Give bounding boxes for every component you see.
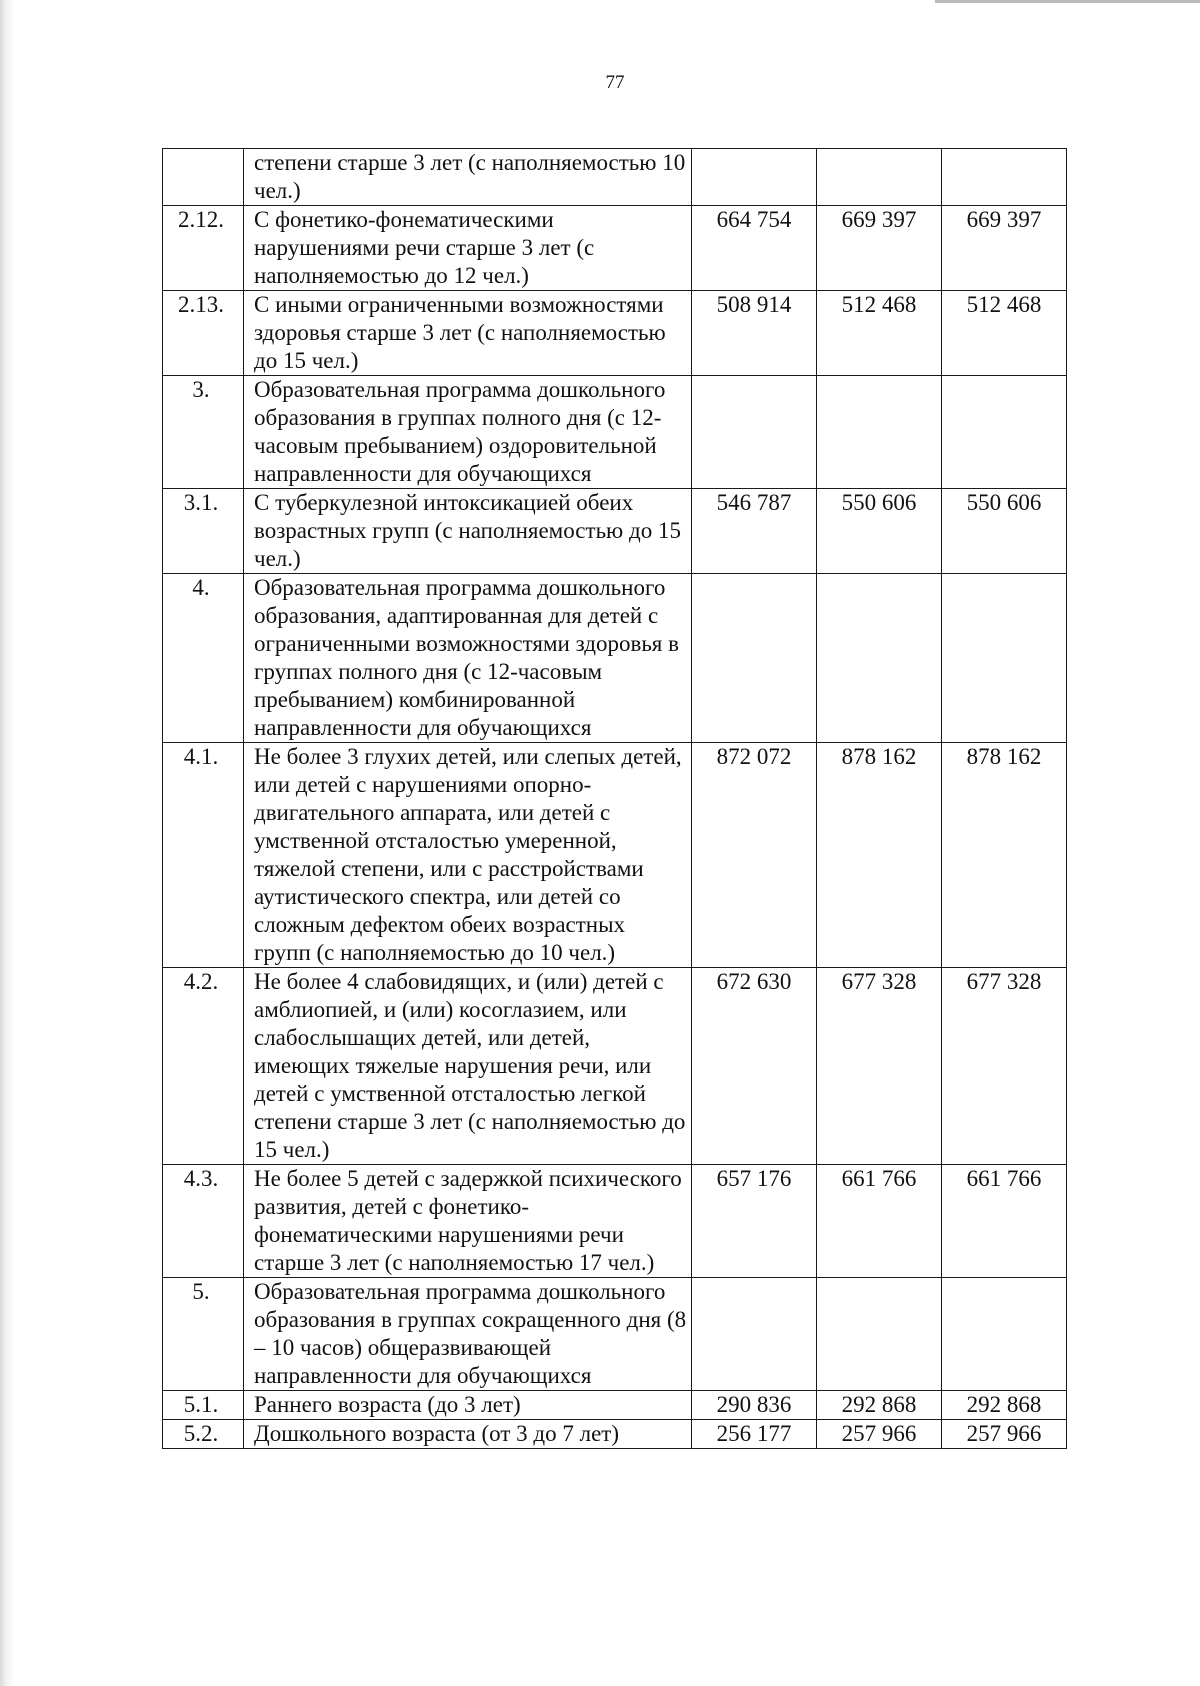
table-row	[163, 1420, 1067, 1449]
table-row	[163, 743, 1067, 968]
row-value-1: 256 177	[692, 1420, 817, 1449]
row-value-3	[942, 149, 1067, 206]
row-value-2: 550 606	[817, 489, 942, 574]
table-row	[163, 206, 1067, 291]
table-row	[163, 1278, 1067, 1391]
row-value-2: 669 397	[817, 206, 942, 291]
row-description: Дошкольного возраста (от 3 до 7 лет)	[244, 1420, 692, 1449]
table-row	[163, 489, 1067, 574]
table-row	[163, 1391, 1067, 1420]
row-value-2	[817, 149, 942, 206]
row-number: 4.1.	[163, 743, 244, 968]
row-value-3: 878 162	[942, 743, 1067, 968]
row-value-1: 872 072	[692, 743, 817, 968]
row-number: 5.2.	[163, 1420, 244, 1449]
row-number: 3.1.	[163, 489, 244, 574]
row-value-3: 669 397	[942, 206, 1067, 291]
row-value-3: 292 868	[942, 1391, 1067, 1420]
row-description: Образовательная программа дошкольного образования, адаптированная для детей с ограниченными возможностями здоровья в группах полного дня (с 12-часовым пребыванием) комбинированной направленности для обучающихся	[244, 574, 692, 743]
row-description: Образовательная программа дошкольного образования в группах полного дня (с 12-часовым пребыванием) оздоровительной направленности для обучающихся	[244, 376, 692, 489]
row-value-2	[817, 376, 942, 489]
row-description: Образовательная программа дошкольного образования в группах сокращенного дня (8 – 10 часов) общеразвивающей направленности для обучающихся	[244, 1278, 692, 1391]
row-description: С иными ограниченными возможностями здоровья старше 3 лет (с наполняемостью до 15 чел.)	[244, 291, 692, 376]
row-description: Не более 3 глухих детей, или слепых детей, или детей с нарушениями опорно-двигательного аппарата, или детей с умственной отсталостью умеренной, тяжелой степени, или с расстройствами аутистического спектра, или детей со сложным дефектом обеих возрастных групп (с наполняемостью до 10 чел.)	[244, 743, 692, 968]
row-value-1	[692, 1278, 817, 1391]
row-value-3: 550 606	[942, 489, 1067, 574]
row-number: 4.	[163, 574, 244, 743]
row-value-3	[942, 574, 1067, 743]
row-number: 2.13.	[163, 291, 244, 376]
table-row	[163, 291, 1067, 376]
row-number: 5.	[163, 1278, 244, 1391]
row-value-2: 257 966	[817, 1420, 942, 1449]
row-value-1	[692, 376, 817, 489]
row-number: 2.12.	[163, 206, 244, 291]
table-row	[163, 574, 1067, 743]
row-description: Не более 4 слабовидящих, и (или) детей с амблиопией, и (или) косоглазием, или слабослышащих детей, или детей, имеющих тяжелые нарушения речи, или детей с умственной отсталостью легкой степени старше 3 лет (с наполняемостью до 15 чел.)	[244, 968, 692, 1165]
row-value-1: 664 754	[692, 206, 817, 291]
row-description: С фонетико-фонематическими нарушениями речи старше 3 лет (с наполняемостью до 12 чел.)	[244, 206, 692, 291]
row-value-2	[817, 574, 942, 743]
table-row	[163, 968, 1067, 1165]
row-value-2: 292 868	[817, 1391, 942, 1420]
scan-edge-left	[0, 0, 14, 1686]
row-number: 4.3.	[163, 1165, 244, 1278]
row-value-3: 257 966	[942, 1420, 1067, 1449]
row-description: Не более 5 детей с задержкой психического развития, детей с фонетико-фонематическими нарушениями речи старше 3 лет (с наполняемостью 17 чел.)	[244, 1165, 692, 1278]
row-description: Раннего возраста (до 3 лет)	[244, 1391, 692, 1420]
row-value-1: 546 787	[692, 489, 817, 574]
row-description: С туберкулезной интоксикацией обеих возрастных групп (с наполняемостью до 15 чел.)	[244, 489, 692, 574]
row-value-1: 672 630	[692, 968, 817, 1165]
page-number: 77	[605, 72, 625, 93]
row-number: 3.	[163, 376, 244, 489]
row-value-2: 677 328	[817, 968, 942, 1165]
table-row	[163, 149, 1067, 206]
row-value-1: 657 176	[692, 1165, 817, 1278]
table-row	[163, 376, 1067, 489]
row-value-1: 508 914	[692, 291, 817, 376]
row-number	[163, 149, 244, 206]
scan-edge-top	[935, 0, 1200, 3]
row-value-3	[942, 1278, 1067, 1391]
row-number: 4.2.	[163, 968, 244, 1165]
row-value-3: 512 468	[942, 291, 1067, 376]
row-value-3: 677 328	[942, 968, 1067, 1165]
row-description: степени старше 3 лет (с наполняемостью 10 чел.)	[244, 149, 692, 206]
row-value-2	[817, 1278, 942, 1391]
row-value-1	[692, 149, 817, 206]
row-value-1: 290 836	[692, 1391, 817, 1420]
row-value-2: 878 162	[817, 743, 942, 968]
row-value-2: 661 766	[817, 1165, 942, 1278]
table-row	[163, 1165, 1067, 1278]
row-value-3: 661 766	[942, 1165, 1067, 1278]
row-value-3	[942, 376, 1067, 489]
row-value-2: 512 468	[817, 291, 942, 376]
row-number: 5.1.	[163, 1391, 244, 1420]
tariff-table	[162, 148, 1067, 1449]
row-value-1	[692, 574, 817, 743]
